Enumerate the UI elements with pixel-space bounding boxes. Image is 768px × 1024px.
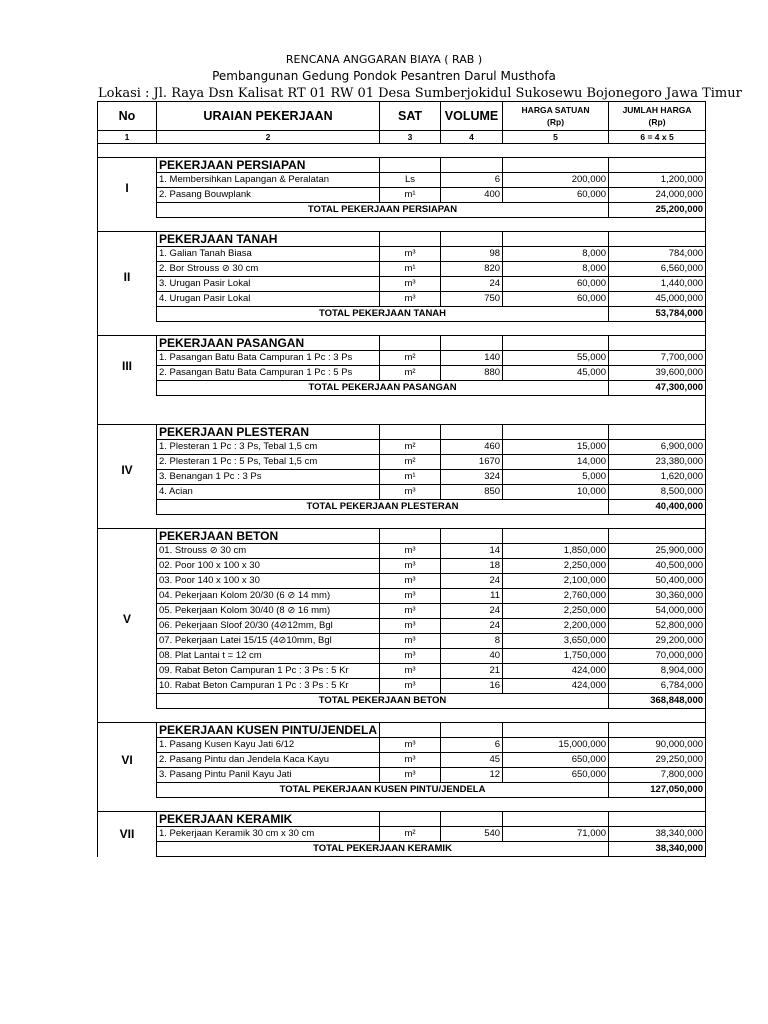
col-header-sat: SAT <box>380 102 441 131</box>
table-row <box>98 173 706 188</box>
item-volume: 750 <box>441 292 503 307</box>
document-subtitle: Pembangunan Gedung Pondok Pesantren Darul Musthofa <box>212 69 556 83</box>
item-description: 03. Poor 140 x 100 x 30 <box>157 574 380 589</box>
item-total-price: 90,000,000 <box>609 738 706 753</box>
section-title-blank <box>380 336 441 351</box>
spacer-cell <box>98 709 706 723</box>
section-total-row <box>98 694 706 709</box>
section-total-value: 40,400,000 <box>609 500 706 515</box>
item-total-price: 24,000,000 <box>609 188 706 203</box>
table-header-row <box>98 102 706 131</box>
column-index-row <box>98 131 706 144</box>
section-roman-numeral: VI <box>98 723 157 798</box>
item-unit-price: 200,000 <box>503 173 609 188</box>
item-unit-price: 3,650,000 <box>503 634 609 649</box>
item-description: 1. Pasangan Batu Bata Campuran 1 Pc : 3 Ps <box>157 351 380 366</box>
item-unit: m³ <box>380 664 441 679</box>
table-row <box>98 485 706 500</box>
section-roman-numeral: V <box>98 529 157 709</box>
item-total-price: 39,600,000 <box>609 366 706 381</box>
section-total-label: TOTAL PEKERJAAN PASANGAN <box>157 381 609 396</box>
item-unit-price: 2,760,000 <box>503 589 609 604</box>
item-description: 08. Plat Lantai t = 12 cm <box>157 649 380 664</box>
section-title-blank <box>380 812 441 827</box>
section-title-row <box>98 336 706 351</box>
section-title: PEKERJAAN PERSIAPAN <box>157 158 380 173</box>
section-title-blank <box>441 158 503 173</box>
spacer-cell <box>98 322 706 336</box>
section-title-blank <box>441 529 503 544</box>
table-row <box>98 455 706 470</box>
item-volume: 880 <box>441 366 503 381</box>
item-unit-price: 10,000 <box>503 485 609 500</box>
item-unit: m³ <box>380 292 441 307</box>
item-unit: m² <box>380 366 441 381</box>
section-title: PEKERJAAN PLESTERAN <box>157 425 380 440</box>
section-title-blank <box>609 158 706 173</box>
jumlah-harga-label: JUMLAH HARGA <box>622 105 692 115</box>
section-total-row <box>98 842 706 857</box>
item-unit: m² <box>380 455 441 470</box>
section-total-value: 127,050,000 <box>609 783 706 798</box>
item-unit-price: 8,000 <box>503 247 609 262</box>
table-row <box>98 440 706 455</box>
item-unit-price: 1,750,000 <box>503 649 609 664</box>
section-title: PEKERJAAN KUSEN PINTU/JENDELA <box>157 723 380 738</box>
spacer-row <box>98 322 706 336</box>
section-total-row <box>98 203 706 218</box>
item-description: 01. Strouss ⊘ 30 cm <box>157 544 380 559</box>
index-cell: 2 <box>157 131 380 144</box>
section-roman-numeral: I <box>98 158 157 218</box>
item-total-price: 52,800,000 <box>609 619 706 634</box>
harga-satuan-unit: (Rp) <box>547 117 565 127</box>
item-description: 2. Plesteran 1 Pc : 5 Ps, Tebal 1,5 cm <box>157 455 380 470</box>
table-row <box>98 351 706 366</box>
item-volume: 24 <box>441 604 503 619</box>
section-title-blank <box>441 232 503 247</box>
item-volume: 820 <box>441 262 503 277</box>
section-title-blank <box>609 529 706 544</box>
section-title: PEKERJAAN KERAMIK <box>157 812 380 827</box>
item-description: 3. Benangan 1 Pc : 3 Ps <box>157 470 380 485</box>
table-row <box>98 544 706 559</box>
section-total-value: 368,848,000 <box>609 694 706 709</box>
section-total-label: TOTAL PEKERJAAN TANAH <box>157 307 609 322</box>
table-row <box>98 589 706 604</box>
section-roman-numeral: VII <box>98 812 157 857</box>
item-unit: m³ <box>380 277 441 292</box>
spacer-cell <box>98 798 706 812</box>
item-unit: m¹ <box>380 470 441 485</box>
item-volume: 324 <box>441 470 503 485</box>
item-unit: m¹ <box>380 262 441 277</box>
item-volume: 850 <box>441 485 503 500</box>
item-description: 1. Pekerjaan Keramik 30 cm x 30 cm <box>157 827 380 842</box>
item-unit: m³ <box>380 559 441 574</box>
table-row <box>98 753 706 768</box>
table-row <box>98 649 706 664</box>
item-description: 3. Urugan Pasir Lokal <box>157 277 380 292</box>
section-total-row <box>98 307 706 322</box>
section-total-value: 25,200,000 <box>609 203 706 218</box>
item-description: 1. Galian Tanah Biasa <box>157 247 380 262</box>
section-title-blank <box>503 812 609 827</box>
section-total-label: TOTAL PEKERJAAN KUSEN PINTU/JENDELA <box>157 783 609 798</box>
item-total-price: 1,620,000 <box>609 470 706 485</box>
item-total-price: 23,380,000 <box>609 455 706 470</box>
item-unit: m³ <box>380 619 441 634</box>
item-description: 2. Pasangan Batu Bata Campuran 1 Pc : 5 Ps <box>157 366 380 381</box>
section-roman-numeral: III <box>98 336 157 396</box>
section-title-blank <box>380 158 441 173</box>
table-row <box>98 277 706 292</box>
section-title-blank <box>441 723 503 738</box>
table-row <box>98 188 706 203</box>
item-volume: 6 <box>441 173 503 188</box>
item-total-price: 6,900,000 <box>609 440 706 455</box>
section-title-blank <box>441 336 503 351</box>
item-unit-price: 45,000 <box>503 366 609 381</box>
spacer-cell <box>98 218 706 232</box>
item-volume: 12 <box>441 768 503 783</box>
item-description: 1. Plesteran 1 Pc : 3 Ps, Tebal 1,5 cm <box>157 440 380 455</box>
item-total-price: 7,800,000 <box>609 768 706 783</box>
item-volume: 14 <box>441 544 503 559</box>
spacer-row <box>98 218 706 232</box>
location-line: Lokasi : Jl. Raya Dsn Kalisat RT 01 RW 01 Desa Sumberjokidul Sukosewu Bojonegoro Jawa Timur <box>98 86 742 101</box>
section-total-row <box>98 500 706 515</box>
item-volume: 8 <box>441 634 503 649</box>
item-unit-price: 60,000 <box>503 292 609 307</box>
item-unit: Ls <box>380 173 441 188</box>
item-volume: 11 <box>441 589 503 604</box>
item-total-price: 29,200,000 <box>609 634 706 649</box>
col-header-uraian: URAIAN PEKERJAAN <box>157 102 380 131</box>
item-unit: m³ <box>380 604 441 619</box>
section-title-blank <box>503 723 609 738</box>
spacer-row <box>98 144 706 158</box>
item-total-price: 784,000 <box>609 247 706 262</box>
section-title: PEKERJAAN BETON <box>157 529 380 544</box>
section-total-label: TOTAL PEKERJAAN PERSIAPAN <box>157 203 609 218</box>
item-unit-price: 60,000 <box>503 188 609 203</box>
item-total-price: 30,360,000 <box>609 589 706 604</box>
table-row <box>98 679 706 694</box>
item-total-price: 1,440,000 <box>609 277 706 292</box>
spacer-row <box>98 709 706 723</box>
table-row <box>98 768 706 783</box>
table-row <box>98 262 706 277</box>
item-description: 1. Pasang Kusen Kayu Jati 6/12 <box>157 738 380 753</box>
section-title-blank <box>380 425 441 440</box>
index-cell: 6 = 4 x 5 <box>609 131 706 144</box>
section-title-blank <box>609 232 706 247</box>
item-unit: m³ <box>380 649 441 664</box>
spacer-row <box>98 798 706 812</box>
table-row <box>98 738 706 753</box>
item-volume: 400 <box>441 188 503 203</box>
item-unit-price: 424,000 <box>503 664 609 679</box>
document-title: RENCANA ANGGARAN BIAYA ( RAB ) <box>285 53 483 66</box>
item-unit-price: 650,000 <box>503 753 609 768</box>
section-title-blank <box>503 336 609 351</box>
jumlah-harga-unit: (Rp) <box>648 117 666 127</box>
section-total-row <box>98 783 706 798</box>
section-title-row <box>98 425 706 440</box>
section-roman-numeral: IV <box>98 425 157 515</box>
item-unit: m³ <box>380 485 441 500</box>
item-unit-price: 15,000 <box>503 440 609 455</box>
item-unit: m² <box>380 827 441 842</box>
item-unit: m³ <box>380 634 441 649</box>
item-unit-price: 55,000 <box>503 351 609 366</box>
item-volume: 24 <box>441 619 503 634</box>
item-volume: 540 <box>441 827 503 842</box>
item-total-price: 6,784,000 <box>609 679 706 694</box>
item-volume: 16 <box>441 679 503 694</box>
item-description: 02. Poor 100 x 100 x 30 <box>157 559 380 574</box>
item-volume: 1670 <box>441 455 503 470</box>
item-unit-price: 1,850,000 <box>503 544 609 559</box>
table-row <box>98 604 706 619</box>
section-total-label: TOTAL PEKERJAAN BETON <box>157 694 609 709</box>
item-unit: m³ <box>380 574 441 589</box>
section-title-blank <box>609 812 706 827</box>
item-volume: 6 <box>441 738 503 753</box>
item-unit-price: 60,000 <box>503 277 609 292</box>
section-total-label: TOTAL PEKERJAAN KERAMIK <box>157 842 609 857</box>
item-unit-price: 650,000 <box>503 768 609 783</box>
table-row <box>98 292 706 307</box>
section-total-label: TOTAL PEKERJAAN PLESTERAN <box>157 500 609 515</box>
item-total-price: 70,000,000 <box>609 649 706 664</box>
index-cell: 5 <box>503 131 609 144</box>
item-total-price: 54,000,000 <box>609 604 706 619</box>
section-title-blank <box>503 158 609 173</box>
section-title-blank <box>380 529 441 544</box>
section-total-row <box>98 381 706 396</box>
table-row <box>98 619 706 634</box>
item-unit: m¹ <box>380 188 441 203</box>
item-volume: 45 <box>441 753 503 768</box>
index-cell: 1 <box>98 131 157 144</box>
item-total-price: 29,250,000 <box>609 753 706 768</box>
item-description: 3. Pasang Pintu Panil Kayu Jati <box>157 768 380 783</box>
index-cell: 3 <box>380 131 441 144</box>
item-unit: m³ <box>380 589 441 604</box>
col-header-harga-satuan <box>503 102 609 131</box>
item-unit-price: 71,000 <box>503 827 609 842</box>
item-description: 4. Urugan Pasir Lokal <box>157 292 380 307</box>
item-volume: 24 <box>441 277 503 292</box>
item-volume: 140 <box>441 351 503 366</box>
item-unit-price: 2,250,000 <box>503 604 609 619</box>
section-title-blank <box>503 232 609 247</box>
section-title: PEKERJAAN PASANGAN <box>157 336 380 351</box>
item-unit-price: 424,000 <box>503 679 609 694</box>
item-description: 2. Bor Strouss ⊘ 30 cm <box>157 262 380 277</box>
section-title-blank <box>503 529 609 544</box>
item-total-price: 8,500,000 <box>609 485 706 500</box>
item-description: 4. Acian <box>157 485 380 500</box>
spacer-cell <box>98 144 706 158</box>
section-title-row <box>98 812 706 827</box>
item-description: 06. Pekerjaan Sloof 20/30 (4⊘12mm, Bgl <box>157 619 380 634</box>
item-total-price: 50,400,000 <box>609 574 706 589</box>
item-volume: 24 <box>441 574 503 589</box>
table-row <box>98 470 706 485</box>
item-description: 04. Pekerjaan Kolom 20/30 (6 ⊘ 14 mm) <box>157 589 380 604</box>
section-title-blank <box>441 425 503 440</box>
item-total-price: 45,000,000 <box>609 292 706 307</box>
item-description: 2. Pasang Bouwplank <box>157 188 380 203</box>
spacer-cell <box>98 396 706 425</box>
item-unit: m³ <box>380 247 441 262</box>
item-unit-price: 8,000 <box>503 262 609 277</box>
item-unit: m² <box>380 440 441 455</box>
item-volume: 460 <box>441 440 503 455</box>
item-unit: m³ <box>380 679 441 694</box>
item-unit-price: 14,000 <box>503 455 609 470</box>
section-title-blank <box>380 232 441 247</box>
item-unit: m³ <box>380 738 441 753</box>
col-header-volume: VOLUME <box>441 102 503 131</box>
harga-satuan-label: HARGA SATUAN <box>521 105 590 115</box>
table-row <box>98 559 706 574</box>
item-unit: m³ <box>380 753 441 768</box>
table-row <box>98 247 706 262</box>
item-unit-price: 2,250,000 <box>503 559 609 574</box>
section-title-blank <box>609 425 706 440</box>
item-description: 2. Pasang Pintu dan Jendela Kaca Kayu <box>157 753 380 768</box>
section-title-blank <box>609 336 706 351</box>
index-cell: 4 <box>441 131 503 144</box>
table-row <box>98 574 706 589</box>
item-description: 10. Rabat Beton Campuran 1 Pc : 3 Ps : 5 Kr <box>157 679 380 694</box>
item-total-price: 40,500,000 <box>609 559 706 574</box>
section-total-value: 53,784,000 <box>609 307 706 322</box>
item-unit-price: 2,100,000 <box>503 574 609 589</box>
rab-table <box>97 101 706 857</box>
section-total-value: 38,340,000 <box>609 842 706 857</box>
item-description: 1. Membersihkan Lapangan & Peralatan <box>157 173 380 188</box>
table-row <box>98 634 706 649</box>
item-total-price: 38,340,000 <box>609 827 706 842</box>
item-description: 05. Pekerjaan Kolom 30/40 (8 ⊘ 16 mm) <box>157 604 380 619</box>
section-title-blank <box>380 723 441 738</box>
item-unit: m³ <box>380 544 441 559</box>
spacer-row <box>98 396 706 425</box>
section-title-row <box>98 529 706 544</box>
item-total-price: 25,900,000 <box>609 544 706 559</box>
item-total-price: 1,200,000 <box>609 173 706 188</box>
section-title-row <box>98 232 706 247</box>
item-volume: 18 <box>441 559 503 574</box>
item-description: 07. Pekerjaan Latei 15/15 (4⊘10mm, Bgl <box>157 634 380 649</box>
item-unit-price: 5,000 <box>503 470 609 485</box>
item-total-price: 6,560,000 <box>609 262 706 277</box>
item-volume: 21 <box>441 664 503 679</box>
spacer-cell <box>98 515 706 529</box>
col-header-jumlah-harga <box>609 102 706 131</box>
section-title-blank <box>609 723 706 738</box>
table-row <box>98 827 706 842</box>
table-row <box>98 664 706 679</box>
item-volume: 40 <box>441 649 503 664</box>
item-description: 09. Rabat Beton Campuran 1 Pc : 3 Ps : 5 Kr <box>157 664 380 679</box>
section-title-blank <box>441 812 503 827</box>
section-total-value: 47,300,000 <box>609 381 706 396</box>
section-roman-numeral: II <box>98 232 157 322</box>
item-total-price: 8,904,000 <box>609 664 706 679</box>
section-title-blank <box>503 425 609 440</box>
item-volume: 98 <box>441 247 503 262</box>
item-unit-price: 2,200,000 <box>503 619 609 634</box>
item-unit: m² <box>380 351 441 366</box>
section-title: PEKERJAAN TANAH <box>157 232 380 247</box>
item-unit-price: 15,000,000 <box>503 738 609 753</box>
rab-table-body <box>98 144 706 857</box>
spacer-row <box>98 515 706 529</box>
section-title-row <box>98 158 706 173</box>
col-header-no: No <box>98 102 157 131</box>
item-unit: m³ <box>380 768 441 783</box>
section-title-row <box>98 723 706 738</box>
item-total-price: 7,700,000 <box>609 351 706 366</box>
table-row <box>98 366 706 381</box>
